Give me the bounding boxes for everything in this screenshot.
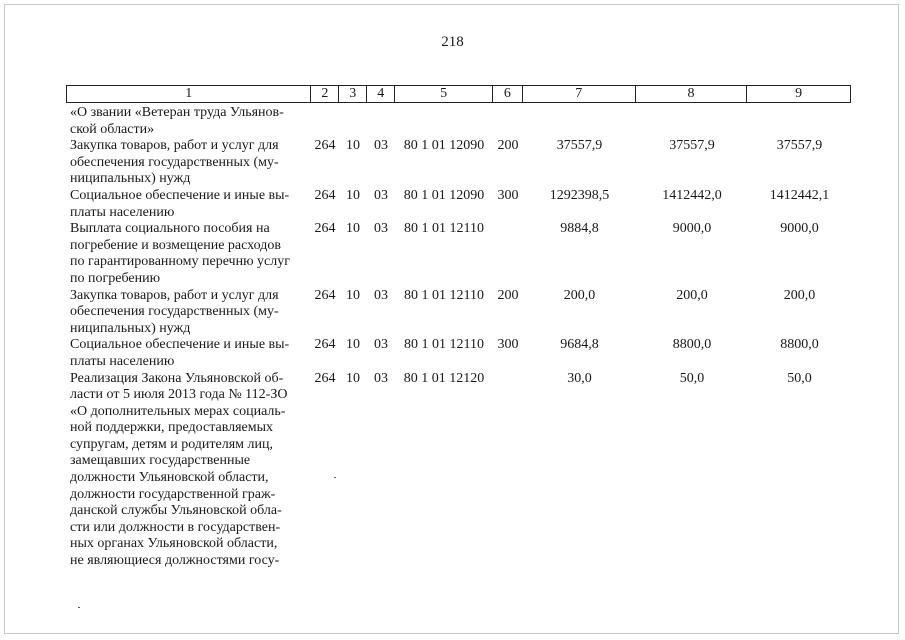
row-amount-col7: 1292398,5 <box>549 187 610 203</box>
row-description: Закупка товаров, работ и услуг для обеспечения государственных (му- ниципальных) нужд <box>70 287 279 336</box>
table-row <box>66 105 851 138</box>
row-description: Социальное обеспечение и иные вы- платы населению <box>70 187 290 220</box>
row-amount-col8: 8800,0 <box>672 337 712 353</box>
table-row <box>66 221 851 287</box>
row-subsection-code: 03 <box>374 138 388 154</box>
row-description: Закупка товаров, работ и услуг для обеспечения государственных (му- ниципальных) нужд <box>70 138 279 187</box>
row-section-code: 10 <box>346 370 360 386</box>
row-target-article: 80 1 01 12110 <box>404 287 484 303</box>
table-body <box>66 105 851 570</box>
row-target-article: 80 1 01 12120 <box>403 370 485 386</box>
row-subsection-code: 03 <box>374 187 388 203</box>
row-ministry-code: 264 <box>314 138 336 154</box>
column-header-2: 2 <box>311 86 339 102</box>
scan-speck <box>78 607 80 608</box>
row-target-article: 80 1 01 12090 <box>403 187 485 203</box>
scan-speck <box>334 477 336 478</box>
column-header-1: 1 <box>67 86 311 102</box>
row-section-code: 10 <box>346 287 360 303</box>
row-amount-col9: 1412442,1 <box>769 187 830 203</box>
row-amount-col9: 37557,9 <box>776 138 823 154</box>
page-number: 218 <box>441 34 464 50</box>
table-row <box>66 138 851 188</box>
row-target-article: 80 1 01 12110 <box>404 337 484 353</box>
column-header-4: 4 <box>367 86 395 102</box>
table-row <box>66 337 851 370</box>
row-section-code: 10 <box>346 138 360 154</box>
row-amount-col7: 37557,9 <box>556 138 603 154</box>
row-expense-type: 200 <box>497 287 519 303</box>
row-amount-col8: 1412442,0 <box>662 187 722 203</box>
row-amount-col7: 9884,8 <box>560 221 599 237</box>
row-target-article: 80 1 01 12090 <box>403 138 485 154</box>
row-amount-col9: 200,0 <box>783 287 816 303</box>
column-header-9: 9 <box>795 86 803 101</box>
column-header-8: 8 <box>636 86 748 102</box>
column-header-6: 6 <box>493 86 523 102</box>
row-ministry-code: 264 <box>314 221 336 237</box>
table-row <box>66 288 851 338</box>
column-header-5: 5 <box>395 86 493 102</box>
row-ministry-code: 264 <box>314 370 336 386</box>
row-amount-col8: 50,0 <box>679 370 705 386</box>
row-subsection-code: 03 <box>374 221 388 237</box>
row-amount-col7: 30,0 <box>567 370 592 386</box>
row-description: Социальное обеспечение и иные вы- платы населению <box>70 337 290 369</box>
table-row <box>66 188 851 221</box>
row-section-code: 10 <box>346 187 360 203</box>
row-subsection-code: 03 <box>374 337 388 353</box>
row-section-code: 10 <box>346 221 360 237</box>
row-amount-col9: 9000,0 <box>780 221 819 237</box>
row-expense-type: 200 <box>497 138 519 154</box>
row-amount-col8: 9000,0 <box>672 221 712 237</box>
row-amount-col8: 37557,9 <box>669 138 715 154</box>
row-expense-type: 300 <box>497 187 519 203</box>
row-expense-type: 300 <box>497 337 519 353</box>
row-amount-col7: 9684,8 <box>560 337 599 353</box>
row-description: «О звании «Ветеран труда Ульянов- ской области» <box>70 105 284 137</box>
row-amount-col7: 200,0 <box>563 287 596 303</box>
row-amount-col8: 200,0 <box>676 287 708 303</box>
row-amount-col9: 8800,0 <box>780 337 819 353</box>
table-header-row <box>66 85 851 103</box>
row-subsection-code: 03 <box>374 287 388 303</box>
row-ministry-code: 264 <box>314 187 336 203</box>
row-description: Выплата социального пособия на погребение и возмещение расходов по гарантированному перечню услуг по погребению <box>70 221 290 286</box>
row-ministry-code: 264 <box>314 287 336 303</box>
column-header-7: 7 <box>523 86 636 102</box>
row-description: Реализация Закона Ульяновской об- ласти от 5 июля 2013 года № 112-ЗО «О дополнительных мерах социаль- ной поддержки, предоставляемых супругам, детям и родителям лиц, замещавших государственные должности Ульяновской области, должности государственной граж- данской службы Ульяновской обла- сти или должности в государствен- ных органах Ульяновской области, не являющиеся должностями госу- <box>70 370 288 569</box>
row-ministry-code: 264 <box>314 337 336 353</box>
row-target-article: 80 1 01 12110 <box>404 221 484 237</box>
row-section-code: 10 <box>346 337 360 353</box>
table-row <box>66 371 851 570</box>
row-subsection-code: 03 <box>374 370 388 386</box>
column-header-3: 3 <box>339 86 367 102</box>
row-amount-col9: 50,0 <box>787 370 812 386</box>
